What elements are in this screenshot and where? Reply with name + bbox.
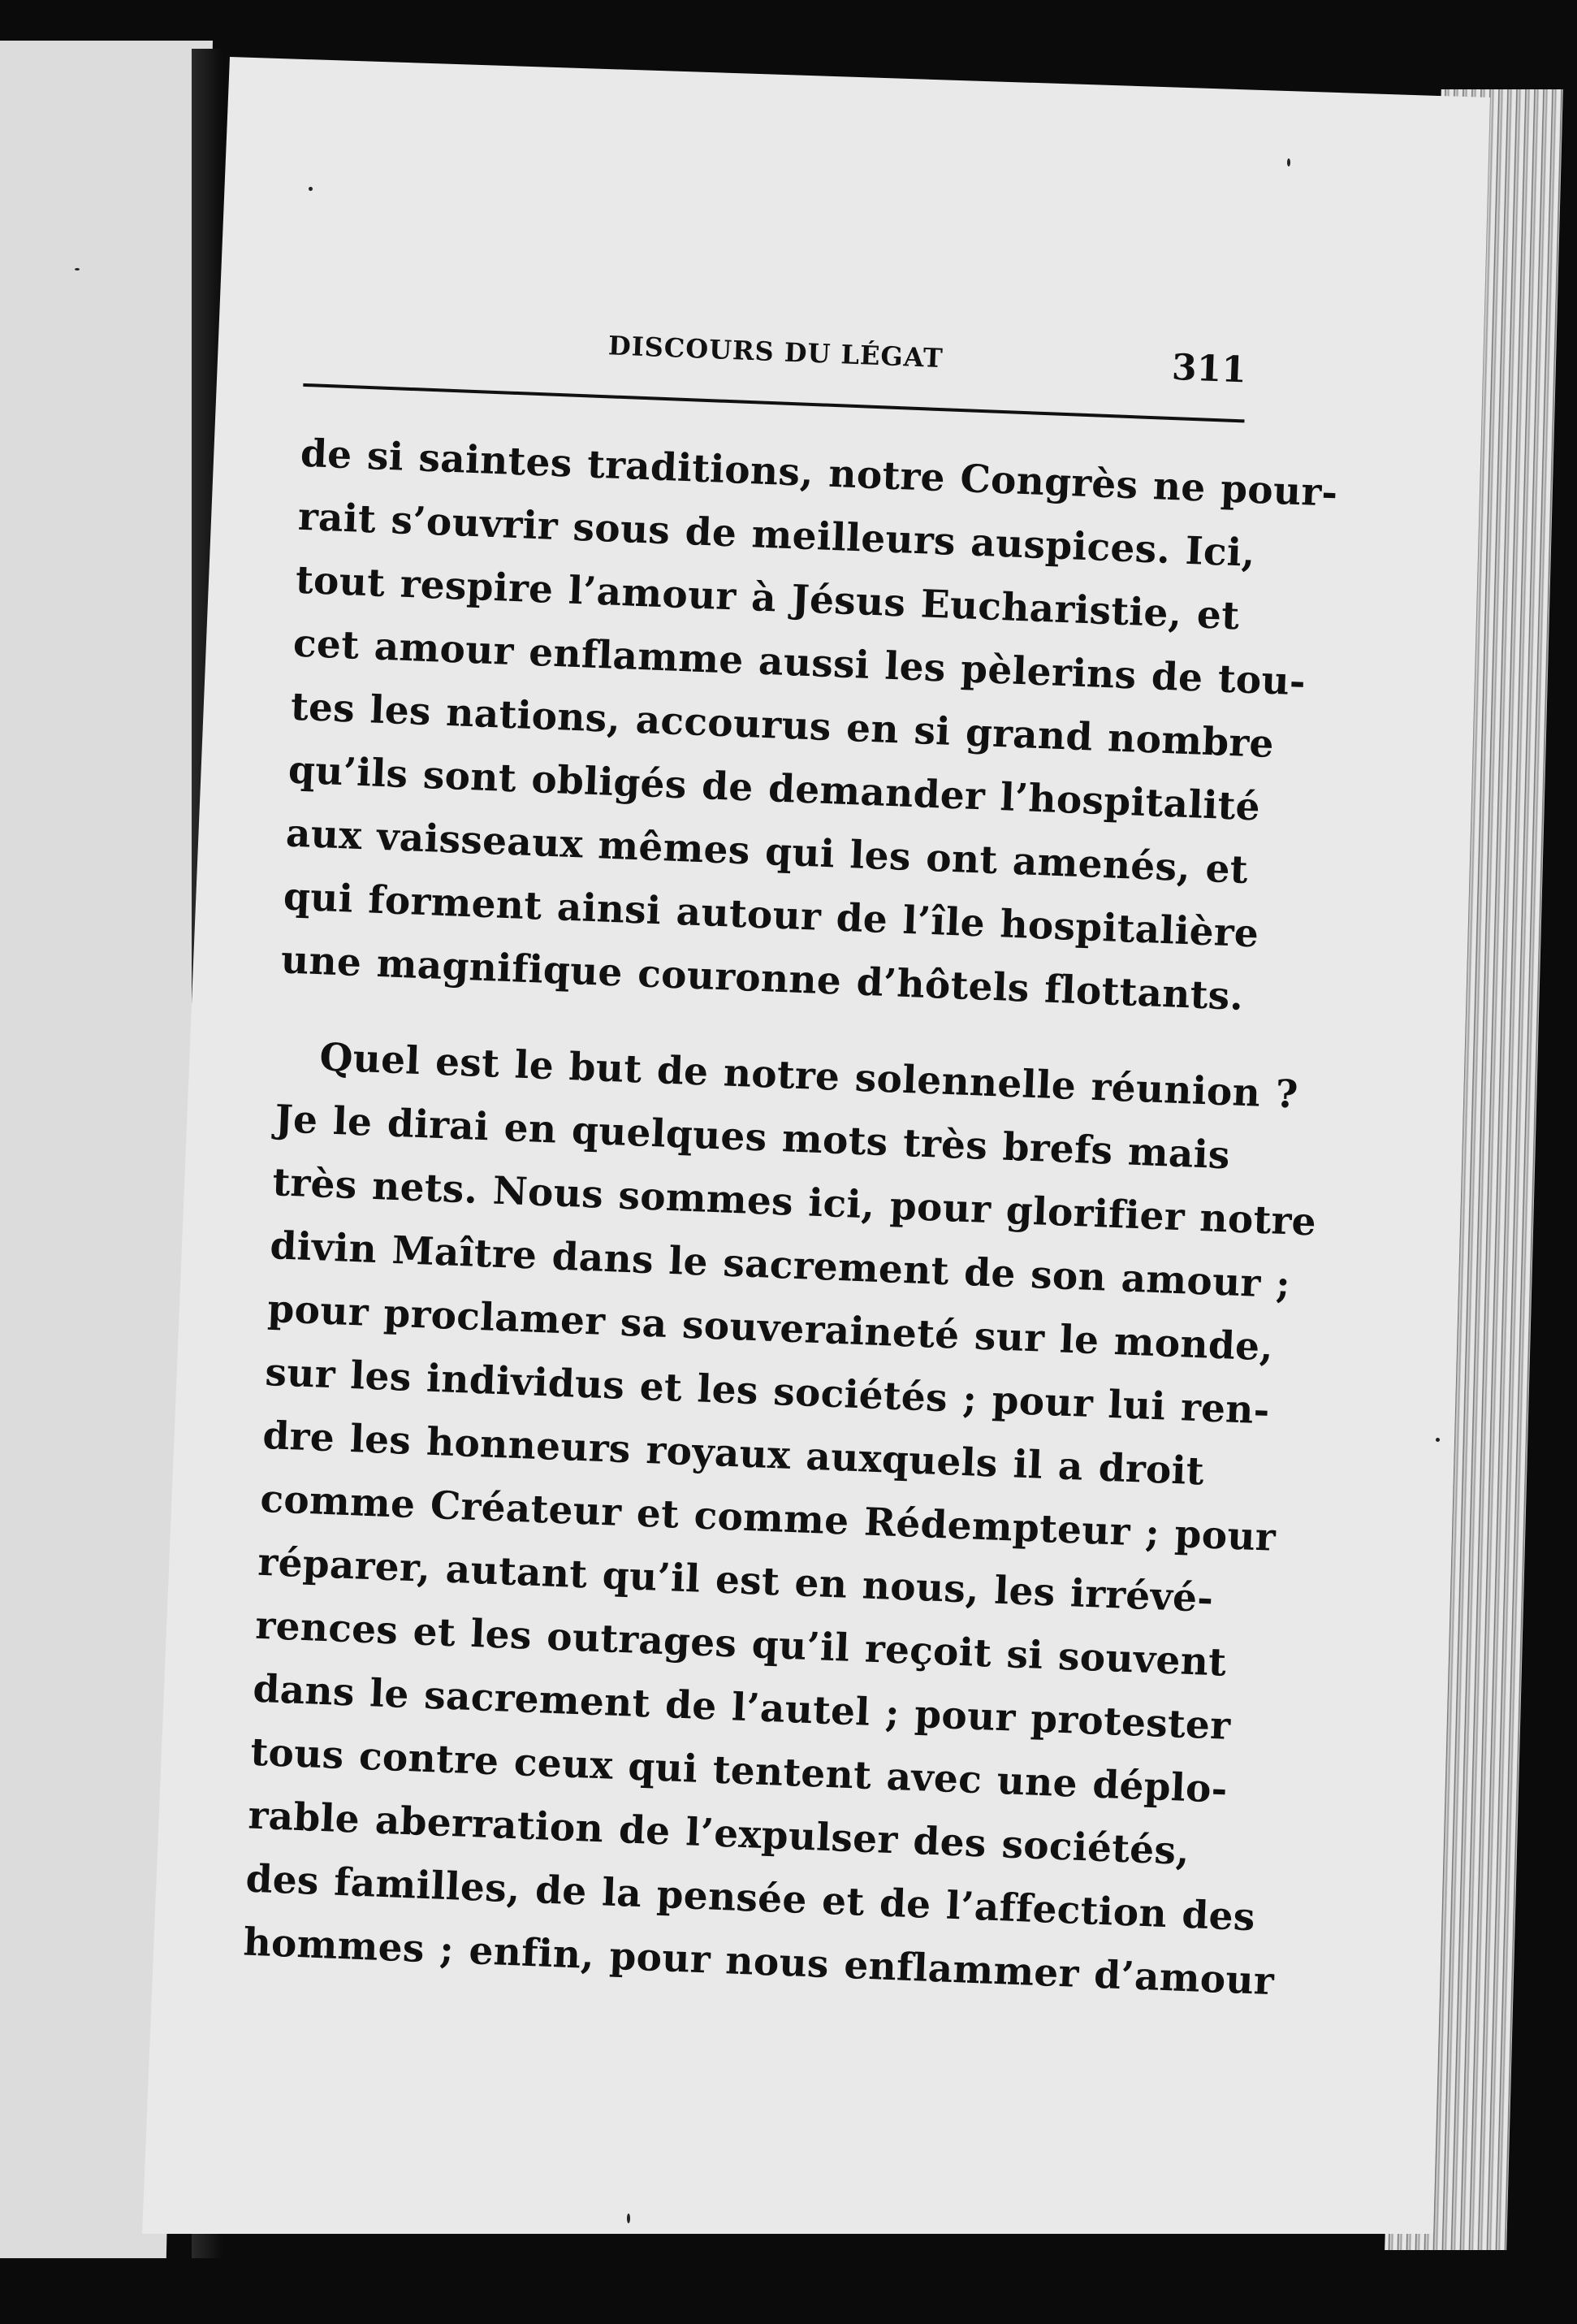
page-text-block: [242, 244, 1339, 2010]
text-line: rable aberration de l’expulser des sociétés,: [247, 1793, 1190, 1875]
text-line: très nets. Nous sommes ici, pour glorifier notre: [271, 1160, 1317, 1245]
running-title: DISCOURS DU LÉGAT: [607, 330, 944, 374]
text-line: rait s’ouvrir sous de meilleurs auspices. Ici,: [297, 494, 1256, 577]
text-line: qu’ils sont obligés de demander l’hospitalité: [287, 747, 1261, 830]
text-line: tout respire l’amour à Jésus Eucharistie, et: [295, 557, 1241, 639]
text-line: pour proclamer sa souveraineté sur le monde,: [266, 1287, 1274, 1370]
text-line: aux vaisseaux mêmes qui les ont amenés, et: [285, 811, 1249, 893]
text-line: cet amour enflamme aussi les pèlerins de tou-: [292, 621, 1307, 705]
text-line: qui forment ainsi autour de l’île hospitalière: [283, 874, 1260, 957]
paragraph-1: [280, 422, 1339, 1028]
text-line: hommes ; enfin, pour nous enflammer d’amour: [242, 1919, 1275, 2005]
text-line: Quel est le but de notre solennelle réunion ?: [318, 1035, 1299, 1118]
page-number: 311: [1171, 346, 1247, 392]
header-rule: [303, 383, 1244, 423]
text-line: divin Maître dans le sacrement de son amour ;: [269, 1223, 1291, 1308]
paragraph-2: [242, 1024, 1317, 2010]
text-line: dans le sacrement de l’autel ; pour protester: [252, 1666, 1232, 1749]
text-line: tous contre ceux qui tentent avec une déplo-: [249, 1729, 1229, 1812]
text-line: réparer, autant qu’il est en nous, les irrévé-: [257, 1539, 1215, 1621]
text-line: Je le dirai en quelques mots très brefs mais: [274, 1097, 1231, 1179]
text-line: de si saintes traditions, notre Congrès ne pour-: [300, 431, 1339, 516]
text-line: tes les nations, accourus en si grand nombre: [290, 684, 1275, 768]
text-line: sur les individus et les sociétés ; pour lui ren-: [264, 1349, 1271, 1434]
text-line: dre les honneurs royaux auxquels il a droit: [261, 1413, 1205, 1495]
text-line: rences et les outrages qu’il reçoit si souvent: [254, 1603, 1228, 1686]
text-line: comme Créateur et comme Rédempteur ; pour: [259, 1476, 1277, 1560]
text-line: une magnifique couronne d’hôtels flottants.: [280, 937, 1245, 1019]
text-line: des familles, de la pensée et de l’affection des: [244, 1856, 1256, 1941]
